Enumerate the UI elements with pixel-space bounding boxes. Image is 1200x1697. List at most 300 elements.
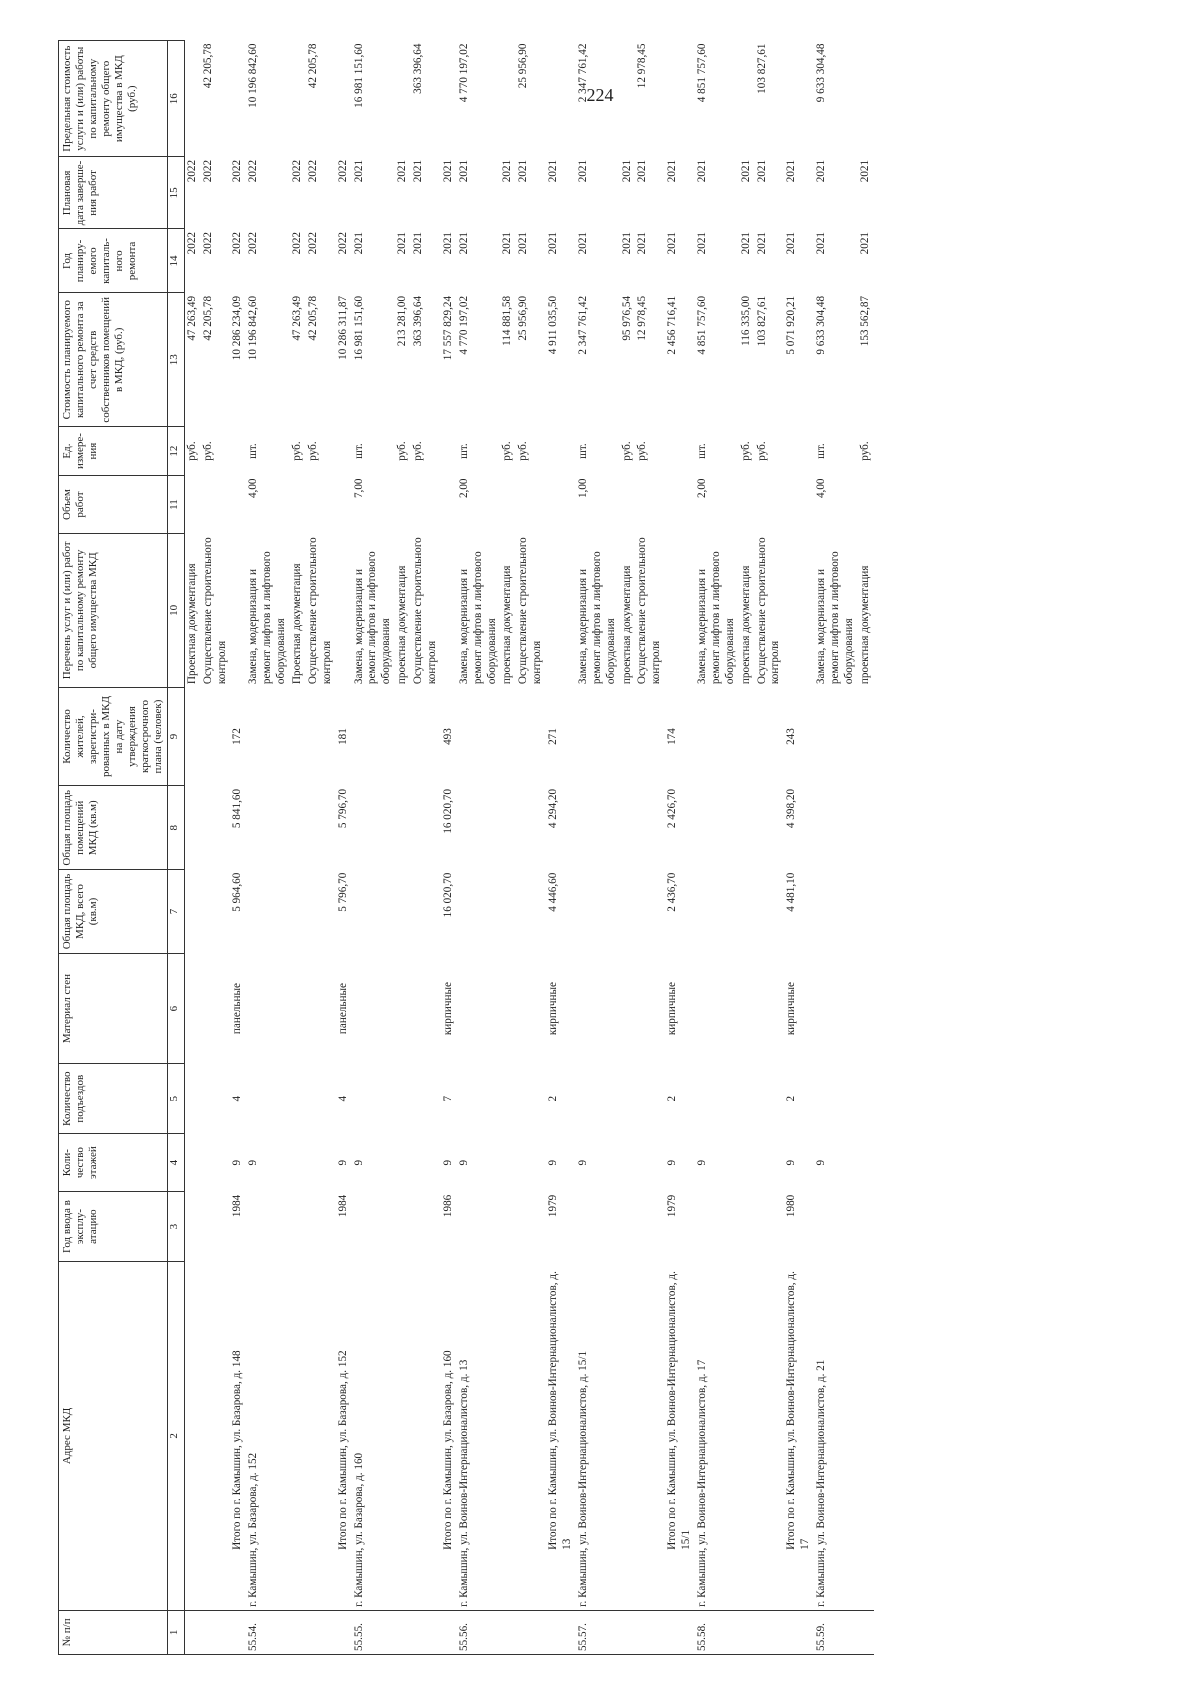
row-number: 55.58.	[695, 1610, 739, 1654]
cost-cell: 116 335,00	[739, 295, 752, 346]
unit-cell: шт.	[457, 443, 470, 459]
unit-cell	[230, 427, 246, 476]
row-number	[635, 1610, 665, 1654]
cost-cell: 12 978,45	[636, 295, 649, 341]
unit-cell: шт.	[352, 443, 365, 459]
year-built-cell	[635, 1192, 665, 1262]
work-volume-cell: 4,00	[247, 478, 260, 499]
total-area-cell	[290, 870, 306, 954]
address-cell	[516, 1261, 546, 1610]
residents-cell	[290, 687, 306, 786]
repair-year-cell: 2021	[576, 231, 589, 255]
entrances-cell	[246, 1064, 290, 1134]
limit-cost-cell: 363 396,64	[412, 43, 425, 94]
row-number: 55.55.	[352, 1610, 396, 1654]
floors-cell: 9	[247, 1159, 260, 1166]
work-volume-cell: 4,00	[815, 478, 828, 499]
row-number	[755, 1610, 785, 1654]
wall-material-cell	[411, 953, 441, 1063]
year-built-cell: 1979	[547, 1194, 560, 1218]
wall-material-cell	[739, 953, 755, 1063]
limit-cost-cell: 12 978,45	[636, 43, 649, 89]
residents-cell	[246, 687, 290, 786]
completion-date-cell: 2021	[352, 159, 365, 183]
unit-cell: руб.	[412, 441, 425, 461]
floors-cell: 9	[666, 1159, 679, 1166]
unit-cell	[784, 427, 814, 476]
address-cell	[620, 1261, 636, 1610]
table-row	[516, 41, 546, 1655]
year-built-cell: 1980	[785, 1194, 798, 1218]
col-number: 11	[167, 475, 184, 533]
work-type-cell: Осуществление строительного контроля	[517, 537, 544, 685]
premises-area-cell: 4 294,20	[547, 788, 560, 829]
premises-area-cell: 5 796,70	[336, 788, 349, 829]
address-cell: г. Камышин, ул. Воинов-Интернационалистов, д. 15/1	[576, 1350, 589, 1607]
floors-cell: 9	[352, 1159, 365, 1166]
unit-cell: шт.	[696, 443, 709, 459]
completion-date-cell: 2022	[306, 159, 319, 183]
floors-cell	[184, 1134, 200, 1192]
work-type-cell: Проектная документация	[290, 563, 303, 685]
entrances-cell	[858, 1064, 874, 1134]
residents-cell: 181	[336, 728, 349, 745]
row-number	[665, 1610, 695, 1654]
limit-cost-cell: 2 347 761,42	[576, 43, 589, 103]
entrances-cell: 2	[666, 1095, 679, 1102]
row-number: 55.54.	[246, 1610, 290, 1654]
wall-material-cell: кирпичные	[785, 982, 798, 1036]
address-cell	[290, 1261, 306, 1610]
year-built-cell	[201, 1192, 231, 1262]
table-row	[290, 41, 306, 1655]
wall-material-cell	[500, 953, 516, 1063]
address-cell	[201, 1261, 231, 1610]
floors-cell	[306, 1134, 336, 1192]
repair-year-cell: 2022	[336, 231, 349, 255]
year-built-cell: 1986	[441, 1194, 454, 1218]
address-cell	[755, 1261, 785, 1610]
address-cell	[635, 1261, 665, 1610]
col-number: 13	[167, 293, 184, 427]
table-body	[184, 41, 873, 1655]
floors-cell	[755, 1134, 785, 1192]
total-area-cell: 16 020,70	[441, 872, 454, 918]
table-row	[858, 41, 874, 1655]
floors-cell: 9	[576, 1159, 589, 1166]
address-cell	[500, 1261, 516, 1610]
repair-year-cell: 2021	[636, 231, 649, 255]
total-area-cell	[620, 870, 636, 954]
wall-material-cell	[620, 953, 636, 1063]
work-type-cell: проектная документация	[501, 565, 514, 685]
table-row	[246, 41, 290, 1655]
work-type-cell	[230, 534, 246, 687]
residents-cell	[306, 687, 336, 786]
year-built-cell: 1979	[666, 1194, 679, 1218]
floors-cell	[290, 1134, 306, 1192]
work-volume-cell	[784, 475, 814, 533]
work-type-cell: Замена, модернизация и ремонт лифтов и лифтового оборудования	[352, 551, 393, 685]
unit-cell: шт.	[247, 443, 260, 459]
table-row	[635, 41, 665, 1655]
col-header: Количество подъездов	[59, 1064, 168, 1134]
table-row	[739, 41, 755, 1655]
entrances-cell	[516, 1064, 546, 1134]
total-area-cell	[500, 870, 516, 954]
col-number: 2	[167, 1261, 184, 1610]
work-type-cell: Замена, модернизация и ремонт лифтов и лифтового оборудования	[815, 551, 855, 685]
work-type-cell: Осуществление строительного контроля	[755, 537, 782, 685]
floors-cell: 9	[815, 1159, 828, 1166]
col-header: Материал стен	[59, 953, 168, 1063]
repair-year-cell: 2021	[696, 231, 709, 255]
floors-cell	[500, 1134, 516, 1192]
col-number: 8	[167, 786, 184, 870]
col-number: 3	[167, 1192, 184, 1262]
premises-area-cell	[576, 786, 620, 870]
year-built-cell	[755, 1192, 785, 1262]
address-cell: Итого по г. Камышин, ул. Воинов-Интернационалистов, д. 13	[547, 1271, 574, 1550]
residents-cell	[695, 687, 739, 786]
premises-area-cell: 5 841,60	[231, 788, 244, 829]
completion-date-cell: 2021	[858, 159, 871, 183]
floors-cell: 9	[696, 1159, 709, 1166]
floors-cell: 9	[231, 1159, 244, 1166]
completion-date-cell: 2022	[290, 159, 303, 183]
premises-area-cell: 4 398,20	[785, 788, 798, 829]
floors-cell	[516, 1134, 546, 1192]
unit-cell: руб.	[501, 441, 514, 461]
premises-area-cell	[411, 786, 441, 870]
entrances-cell	[635, 1064, 665, 1134]
residents-cell: 174	[666, 728, 679, 745]
table-row	[306, 41, 336, 1655]
completion-date-cell: 2021	[785, 159, 798, 183]
unit-cell: руб.	[636, 441, 649, 461]
year-built-cell	[858, 1192, 874, 1262]
total-row	[230, 41, 246, 1655]
address-cell: г. Камышин, ул. Базарова, д. 160	[352, 1452, 365, 1607]
floors-cell	[635, 1134, 665, 1192]
work-volume-cell	[336, 475, 352, 533]
limit-cost-cell: 103 827,61	[755, 43, 768, 94]
col-number: 5	[167, 1064, 184, 1134]
table-row	[201, 41, 231, 1655]
work-volume-cell	[395, 475, 411, 533]
repair-year-cell: 2022	[201, 231, 214, 255]
address-cell: Итого по г. Камышин, ул. Базарова, д. 160	[441, 1350, 454, 1550]
residents-cell	[814, 687, 858, 786]
row-number	[858, 1610, 874, 1654]
cost-cell: 95 976,54	[620, 295, 633, 341]
total-row	[336, 41, 352, 1655]
work-type-cell: Проектная документация	[185, 563, 198, 685]
residents-cell	[576, 687, 620, 786]
work-type-cell: Замена, модернизация и ремонт лифтов и лифтового оборудования	[696, 551, 736, 685]
total-area-cell	[184, 870, 200, 954]
col-header: Адрес МКД	[59, 1261, 168, 1610]
total-area-cell	[695, 870, 739, 954]
floors-cell: 9	[336, 1159, 349, 1166]
cost-cell: 4 770 197,02	[457, 295, 470, 355]
wall-material-cell: кирпичные	[666, 982, 679, 1036]
total-area-cell	[858, 870, 874, 954]
row-number	[395, 1610, 411, 1654]
address-cell	[306, 1261, 336, 1610]
premises-area-cell	[201, 786, 231, 870]
row-number	[290, 1610, 306, 1654]
cost-cell: 5 071 920,21	[785, 295, 798, 355]
work-volume-cell	[290, 475, 306, 533]
row-number	[784, 1610, 814, 1654]
limit-cost-cell	[500, 41, 516, 157]
entrances-cell: 2	[547, 1095, 560, 1102]
row-number	[411, 1610, 441, 1654]
col-header: Коли-чество этажей	[59, 1134, 168, 1192]
completion-date-cell: 2021	[755, 159, 768, 183]
total-area-cell	[576, 870, 620, 954]
year-built-cell: 1984	[336, 1194, 349, 1218]
total-area-cell	[516, 870, 546, 954]
residents-cell	[411, 687, 441, 786]
residents-cell: 271	[547, 728, 560, 745]
col-header: Общая площадь МКД, всего (кв.м)	[59, 870, 168, 954]
completion-date-cell: 2021	[739, 159, 752, 183]
floors-cell: 9	[441, 1159, 454, 1166]
residents-cell	[457, 687, 501, 786]
unit-cell: руб.	[858, 441, 871, 461]
year-built-cell	[814, 1192, 858, 1262]
total-area-cell	[306, 870, 336, 954]
total-area-cell: 4 446,60	[547, 872, 560, 912]
work-type-cell: проектная документация	[396, 565, 409, 685]
unit-cell: руб.	[185, 441, 198, 461]
year-built-cell	[290, 1192, 306, 1262]
work-volume-cell: 2,00	[457, 478, 470, 499]
limit-cost-cell	[336, 41, 352, 157]
repair-year-cell: 2021	[501, 231, 514, 255]
wall-material-cell	[516, 953, 546, 1063]
premises-area-cell	[695, 786, 739, 870]
entrances-cell: 7	[441, 1095, 454, 1102]
col-number: 14	[167, 229, 184, 293]
cost-cell: 114 881,58	[501, 295, 514, 346]
cost-cell: 25 956,90	[517, 295, 530, 341]
premises-area-cell: 2 426,70	[666, 788, 679, 829]
unit-cell	[336, 427, 352, 476]
work-volume-cell	[620, 475, 636, 533]
work-volume-cell	[230, 475, 246, 533]
wall-material-cell	[246, 953, 290, 1063]
floors-cell	[739, 1134, 755, 1192]
repair-year-cell: 2021	[858, 231, 871, 255]
completion-date-cell: 2022	[231, 159, 244, 183]
col-number: 1	[167, 1610, 184, 1654]
repair-year-cell: 2021	[666, 231, 679, 255]
table-row	[620, 41, 636, 1655]
floors-cell	[395, 1134, 411, 1192]
unit-cell	[441, 427, 457, 476]
col-number: 16	[167, 41, 184, 157]
wall-material-cell: кирпичные	[441, 982, 454, 1036]
wall-material-cell	[290, 953, 306, 1063]
total-area-cell	[457, 870, 501, 954]
column-number-row	[167, 41, 184, 1655]
col-number: 7	[167, 870, 184, 954]
cost-cell: 2 347 761,42	[576, 295, 589, 355]
limit-cost-cell	[784, 41, 814, 157]
col-header: Объем работ	[59, 475, 168, 533]
residents-cell: 172	[231, 728, 244, 745]
premises-area-cell	[290, 786, 306, 870]
work-volume-cell	[665, 475, 695, 533]
work-type-cell	[665, 534, 695, 687]
floors-cell	[858, 1134, 874, 1192]
total-row	[784, 41, 814, 1655]
total-area-cell	[755, 870, 785, 954]
col-number: 15	[167, 157, 184, 229]
repair-year-cell: 2021	[396, 231, 409, 255]
entrances-cell: 4	[336, 1095, 349, 1102]
unit-cell: руб.	[620, 441, 633, 461]
repair-year-cell: 2021	[620, 231, 633, 255]
entrances-cell	[500, 1064, 516, 1134]
work-volume-cell	[500, 475, 516, 533]
work-type-cell: проектная документация	[739, 565, 752, 685]
repair-year-cell: 2021	[441, 231, 454, 255]
work-type-cell: Замена, модернизация и ремонт лифтов и лифтового оборудования	[457, 551, 498, 685]
completion-date-cell: 2021	[620, 159, 633, 183]
premises-area-cell	[620, 786, 636, 870]
repair-year-cell: 2021	[739, 231, 752, 255]
row-number	[184, 1610, 200, 1654]
premises-area-cell: 16 020,70	[441, 788, 454, 834]
work-type-cell: Осуществление строительного контроля	[306, 537, 333, 685]
unit-cell	[546, 427, 576, 476]
table-row	[457, 41, 501, 1655]
wall-material-cell	[395, 953, 411, 1063]
repair-year-cell: 2021	[755, 231, 768, 255]
col-header: Год планиру-емого капиталь-ного ремонта	[59, 229, 168, 293]
entrances-cell	[290, 1064, 306, 1134]
row-number: 55.57.	[576, 1610, 620, 1654]
completion-date-cell: 2021	[547, 159, 560, 183]
cost-cell: 4 851 757,60	[696, 295, 709, 355]
limit-cost-cell: 16 981 151,60	[352, 43, 365, 108]
repair-year-cell: 2021	[815, 231, 828, 255]
repair-year-cell: 2021	[352, 231, 365, 255]
repair-year-cell: 2022	[231, 231, 244, 255]
entrances-cell: 4	[231, 1095, 244, 1102]
limit-cost-cell	[395, 41, 411, 157]
work-volume-cell	[546, 475, 576, 533]
entrances-cell	[755, 1064, 785, 1134]
unit-cell: руб.	[290, 441, 303, 461]
col-number: 10	[167, 534, 184, 687]
entrances-cell: 2	[785, 1095, 798, 1102]
limit-cost-cell: 4 770 197,02	[457, 43, 470, 103]
year-built-cell	[739, 1192, 755, 1262]
year-built-cell	[516, 1192, 546, 1262]
repair-year-cell: 2022	[306, 231, 319, 255]
cost-cell: 4 911 035,50	[547, 295, 560, 355]
limit-cost-cell	[858, 41, 874, 157]
completion-date-cell: 2021	[441, 159, 454, 183]
total-area-cell	[352, 870, 396, 954]
address-cell: Итого по г. Камышин, ул. Базарова, д. 148	[231, 1350, 244, 1550]
repair-year-cell: 2021	[547, 231, 560, 255]
year-built-cell	[395, 1192, 411, 1262]
entrances-cell	[201, 1064, 231, 1134]
premises-area-cell	[635, 786, 665, 870]
total-row	[546, 41, 576, 1655]
work-type-cell: Осуществление строительного контроля	[412, 537, 438, 685]
cost-cell: 16 981 151,60	[352, 295, 365, 361]
total-area-cell: 5 796,70	[336, 872, 349, 912]
total-area-cell	[246, 870, 290, 954]
limit-cost-cell: 4 851 757,60	[696, 43, 709, 103]
entrances-cell	[620, 1064, 636, 1134]
work-volume-cell	[858, 475, 874, 533]
table-row	[500, 41, 516, 1655]
work-volume-cell: 7,00	[352, 478, 365, 499]
unit-cell: руб.	[755, 441, 768, 461]
floors-cell	[411, 1134, 441, 1192]
col-header: Ед. измере-ния	[59, 427, 168, 476]
unit-cell: руб.	[306, 441, 319, 461]
limit-cost-cell	[665, 41, 695, 157]
total-area-cell: 2 436,70	[666, 872, 679, 912]
premises-area-cell	[516, 786, 546, 870]
work-volume-cell: 1,00	[576, 478, 589, 499]
limit-cost-cell	[620, 41, 636, 157]
row-number	[620, 1610, 636, 1654]
wall-material-cell	[576, 953, 620, 1063]
residents-cell	[500, 687, 516, 786]
wall-material-cell	[352, 953, 396, 1063]
repair-year-cell: 2022	[185, 231, 198, 255]
residents-cell	[516, 687, 546, 786]
work-type-cell: Замена, модернизация и ремонт лифтов и лифтового оборудования	[247, 551, 288, 685]
work-type-cell: проектная документация	[620, 565, 633, 685]
completion-date-cell: 2021	[576, 159, 589, 183]
cost-cell: 9 633 304,48	[815, 295, 828, 355]
table-row	[184, 41, 200, 1655]
table-row	[352, 41, 396, 1655]
entrances-cell	[306, 1064, 336, 1134]
entrances-cell	[576, 1064, 620, 1134]
total-area-cell	[411, 870, 441, 954]
col-number: 4	[167, 1134, 184, 1192]
wall-material-cell: панельные	[336, 983, 349, 1035]
address-cell	[395, 1261, 411, 1610]
address-cell: Итого по г. Камышин, ул. Воинов-Интернационалистов, д. 15/1	[666, 1271, 693, 1550]
residents-cell	[858, 687, 874, 786]
col-header: Общая площадь помещений МКД (кв.м)	[59, 786, 168, 870]
entrances-cell	[352, 1064, 396, 1134]
page-number: 224	[586, 85, 614, 105]
completion-date-cell: 2022	[336, 159, 349, 183]
wall-material-cell: кирпичные	[547, 982, 560, 1036]
completion-date-cell: 2021	[412, 159, 425, 183]
col-header: № п/п	[59, 1610, 168, 1654]
wall-material-cell	[184, 953, 200, 1063]
unit-cell: шт.	[576, 443, 589, 459]
year-built-cell	[184, 1192, 200, 1262]
work-volume-cell: 2,00	[696, 478, 709, 499]
limit-cost-cell: 10 196 842,60	[247, 43, 260, 108]
